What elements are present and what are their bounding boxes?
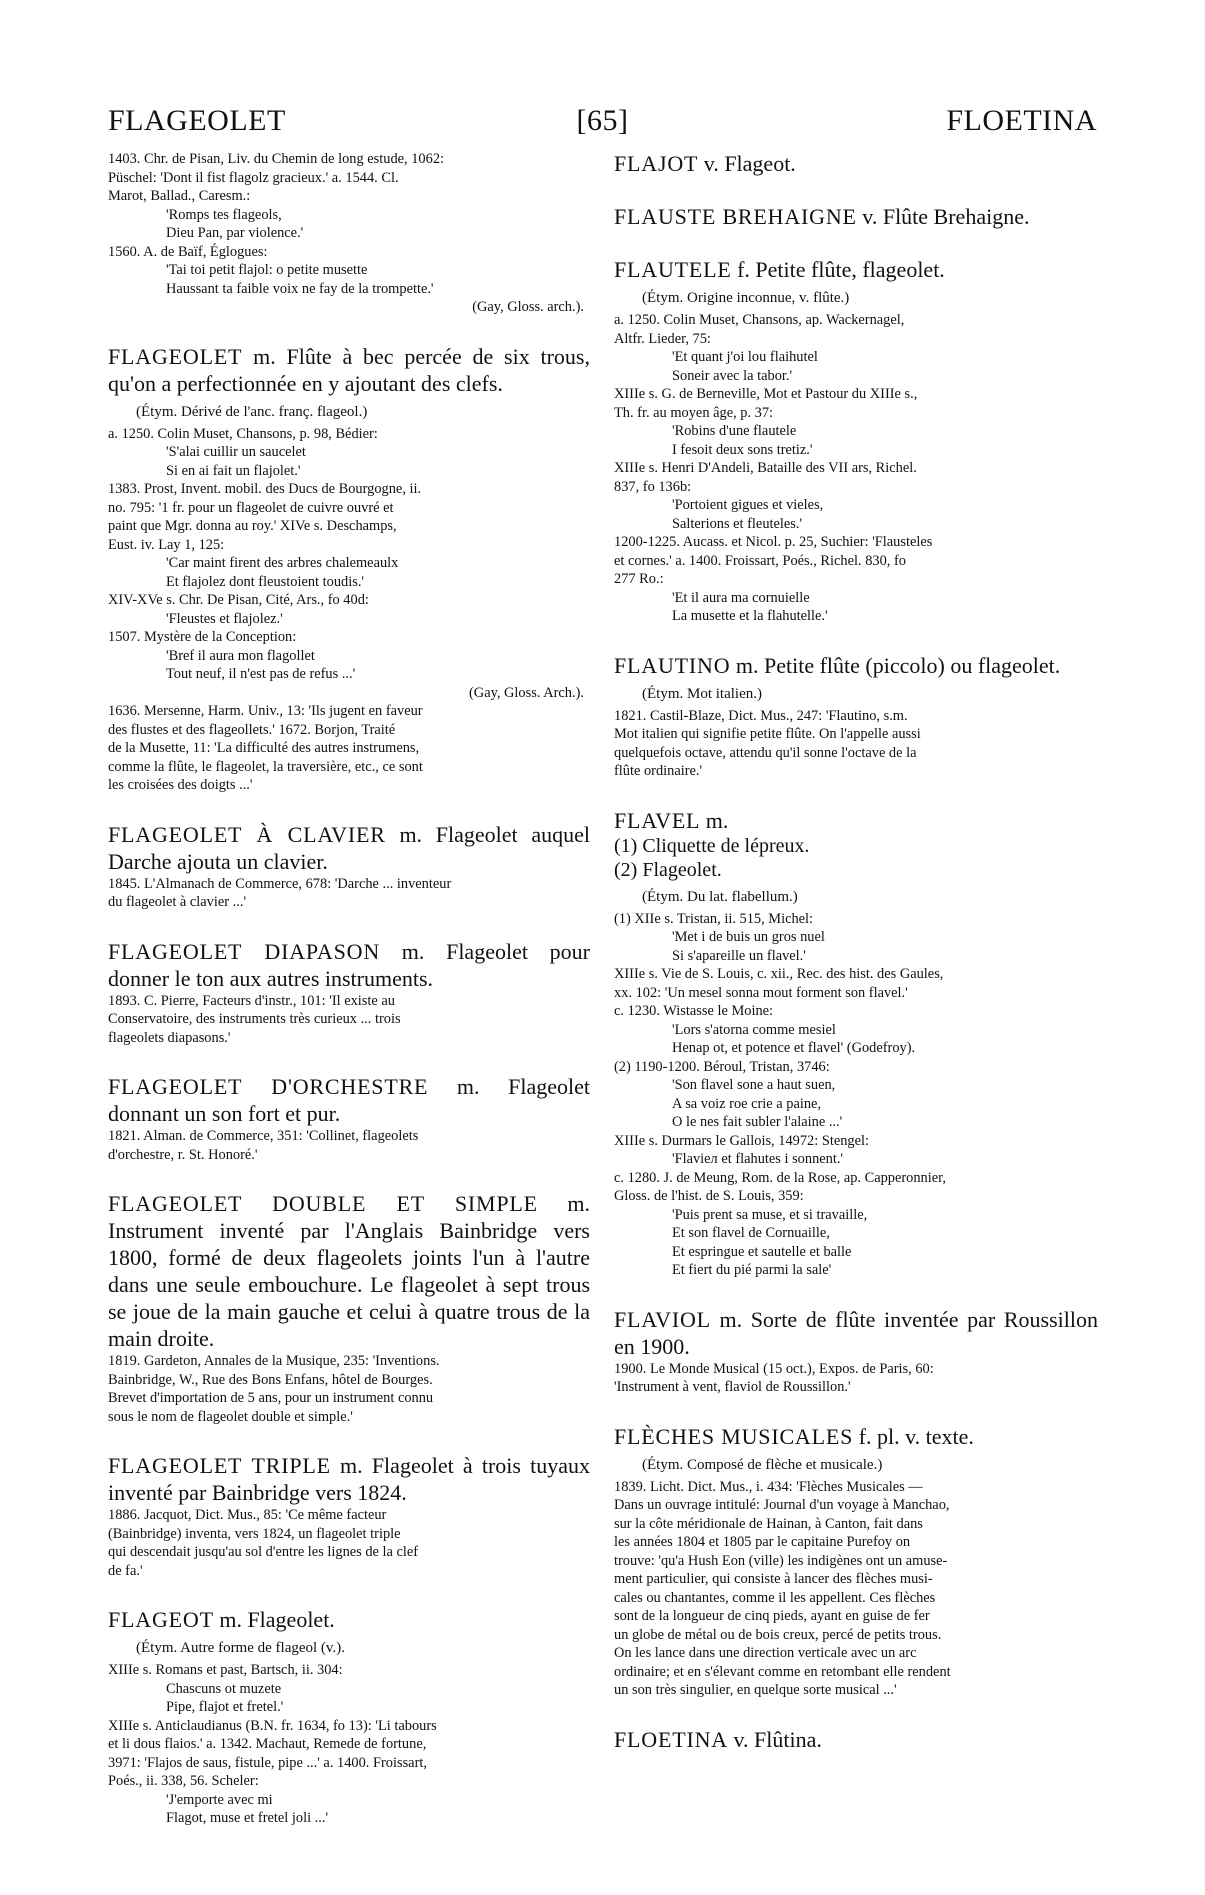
verse-line: Chascuns ot muzete	[166, 1680, 282, 1697]
citation-line: d'orchestre, r. St. Honoré.'	[108, 1146, 258, 1163]
entry-heading	[108, 1190, 590, 1352]
verse-line: Tout neuf, il n'est pas de refus ...'	[166, 666, 356, 682]
verse-line: 'Flavieл et flahutes i sonnent.'	[672, 1151, 844, 1167]
citation-line: un son très singulier, en quelque sorte musical ...'	[614, 1682, 897, 1698]
citation-line: Püschel: 'Dont il fist flagolz gracieux.' a. 1544. Cl.	[108, 169, 399, 186]
verse-line: 'Lors s'atorna comme mesiel	[672, 1021, 836, 1038]
citation-line: Gloss. de l'hist. de S. Louis, 359:	[614, 1188, 804, 1204]
headword: FLAVEL	[614, 807, 701, 833]
citation-line: XIIIe s. Henri D'Andeli, Bataille des VII ars, Richel.	[614, 460, 917, 476]
citation-line: XIIIe s. Anticlaudianus (B.N. fr. 1634, fo 13): 'Li tabours	[108, 1717, 437, 1734]
citation-line: 837, fo 136b:	[614, 478, 692, 495]
verse-line: Si en ai fait un flajolet.'	[166, 462, 301, 479]
definition: f. pl. v. texte.	[853, 1423, 974, 1449]
verse-line: 'Romps tes flageols,	[166, 206, 282, 223]
dictionary-entry	[108, 1073, 590, 1164]
citation-line: 'Instrument à vent, flaviol de Roussillon.'	[614, 1379, 851, 1395]
verse-line: Dieu Pan, par violence.'	[166, 225, 304, 241]
page-number: [65]	[576, 104, 629, 137]
dictionary-entry	[108, 1452, 590, 1580]
citation-line: (Bainbridge) inventa, vers 1824, un flageolet triple	[108, 1525, 401, 1542]
dictionary-entry	[614, 1423, 1098, 1700]
citation-line: 1636. Mersenne, Harm. Univ., 13: 'Ils jugent en faveur	[108, 703, 423, 719]
citation-line: Dans un ouvrage intitulé: Journal d'un voyage à Manchao,	[614, 1497, 950, 1513]
definition: m. Flageolet donnant un son fort et pur.	[108, 1074, 590, 1126]
citation-line: un globe de métal ou de bois creux, percé de petits trous.	[614, 1626, 942, 1643]
definition: m.	[700, 807, 729, 833]
citation-line: comme la flûte, le flageolet, la traversière, etc., ce sont	[108, 758, 423, 775]
verse-line: Soneir avec la tabor.'	[672, 367, 793, 384]
entry-heading	[614, 256, 1098, 283]
citation-line: 1200-1225. Aucass. et Nicol. p. 25, Suchier: 'Flausteles	[614, 534, 933, 550]
citation-line: 1819. Gardeton, Annales de la Musique, 235: 'Inventions.	[108, 1353, 440, 1369]
dictionary-entry	[108, 343, 590, 795]
etymology: (Étym. Origine inconnue, v. flûte.)	[642, 290, 850, 306]
citation-line: Marot, Ballad., Caresm.:	[108, 188, 251, 204]
definition: m. Instrument inventé par l'Anglais Bainbridge vers 1800, formé de deux flageolets joints l'un à l'autre dans une seule embouchure. Le flageolet à sept trous se joue de la main gauche et celui à quatre trous de la main droite.	[108, 1191, 590, 1351]
citation-line: 1560. A. de Baïf, Églogues:	[108, 243, 268, 260]
entry-heading	[108, 1606, 590, 1633]
headword: FLAUTINO	[614, 652, 731, 678]
right-column	[614, 150, 1098, 1779]
citation-line: 1403. Chr. de Pisan, Liv. du Chemin de long estude, 1062:	[108, 151, 445, 167]
citation-line: no. 795: '1 fr. pour un flageolet de cuivre ouvré et	[108, 499, 394, 516]
dictionary-entry	[108, 1606, 590, 1828]
headword: FLAGEOLET DOUBLE ET SIMPLE	[108, 1191, 538, 1216]
verse-line: 'Bref il aura mon flagollet	[166, 647, 315, 664]
citation-line: Eust. iv. Lay 1, 125:	[108, 536, 225, 553]
citation-line: flûte ordinaire.'	[614, 763, 703, 779]
citation-line: 3971: 'Flajos de saus, fistule, pipe ...' a. 1400. Froissart,	[108, 1754, 427, 1771]
citation-line: des flustes et des flageollets.' 1672. Borjon, Traité	[108, 721, 396, 738]
headword: FLAGEOLET TRIPLE	[108, 1453, 331, 1478]
citation-line: XIIIe s. G. de Berneville, Mot et Pastour du XIIIe s.,	[614, 386, 918, 402]
dictionary-entry	[614, 1726, 1098, 1753]
citation-line: sur la côte méridionale de Hainan, à Canton, fait dans	[614, 1515, 923, 1532]
verse-line: 'Puis prent sa muse, et si travaille,	[672, 1206, 868, 1223]
citation-line: XIIIe s. Durmars le Gallois, 14972: Stengel:	[614, 1132, 869, 1149]
entry-heading	[614, 652, 1098, 679]
entry-heading	[108, 938, 590, 992]
entry-heading	[108, 1073, 590, 1127]
verse-line: 'Son flavel sone a haut suen,	[672, 1077, 836, 1093]
definition: m. Sorte de flûte inventée par Roussillon en 1900.	[614, 1306, 1098, 1359]
etymology: (Étym. Du lat. flabellum.)	[642, 888, 798, 905]
citation-line: trouve: 'qu'a Hush Eon (ville) les indigènes ont un amuse-	[614, 1552, 948, 1569]
dictionary-entry	[614, 807, 1098, 1280]
verse-line: 'Fleustes et flajolez.'	[166, 610, 283, 627]
citation-line: (1) XIIe s. Tristan, ii. 515, Michel:	[614, 910, 814, 927]
dictionary-entry	[108, 150, 590, 317]
citation-line: On les lance dans une direction verticale avec un arc	[614, 1645, 917, 1661]
headword: FLAGEOT	[108, 1607, 214, 1632]
headword: FLAVIOL	[614, 1306, 711, 1332]
citation-line: XIV-XVe s. Chr. De Pisan, Cité, Ars., fo 40d:	[108, 592, 369, 608]
citation-line: Th. fr. au moyen âge, p. 37:	[614, 404, 774, 421]
verse-line: O le nes fait subler l'alaine ...'	[672, 1114, 843, 1130]
citation-line: de la Musette, 11: 'La difficulté des autres instrumens,	[108, 740, 420, 756]
citation-line: Brevet d'importation de 5 ans, pour un instrument connu	[108, 1390, 434, 1406]
citation-line: du flageolet à clavier ...'	[108, 894, 247, 910]
etymology: (Étym. Autre forme de flageol (v.).	[136, 1640, 345, 1656]
entry-heading	[614, 1726, 1098, 1753]
citation-line: (2) 1190-1200. Béroul, Tristan, 3746:	[614, 1058, 830, 1075]
verse-line: 'Tai toi petit flajol: o petite musette	[166, 262, 368, 278]
citation-line: XIIIe s. Romans et past, Bartsch, ii. 304:	[108, 1662, 343, 1678]
verse-line: I fesoit deux sons tretiz.'	[672, 441, 813, 458]
citation-line: ment particulier, qui consiste à lancer des flèches musi-	[614, 1571, 933, 1587]
citation-line: les croisées des doigts ...'	[108, 777, 253, 793]
dictionary-entry	[614, 1306, 1098, 1397]
verse-line: 'S'alai cuillir un saucelet	[166, 444, 306, 460]
verse-line: Si s'apareille un flavel.'	[672, 947, 806, 964]
entry-heading	[614, 1423, 1098, 1450]
attribution: (Gay, Gloss. arch.).	[472, 299, 584, 315]
citation-line: XIIIe s. Vie de S. Louis, c. xii., Rec. des hist. des Gaules,	[614, 966, 944, 982]
verse-line: Et son flavel de Cornuaille,	[672, 1225, 830, 1241]
headword: FLOETINA	[614, 1726, 728, 1752]
headword: FLAUSTE BREHAIGNE	[614, 204, 857, 229]
etymology: (Étym. Composé de flèche et musicale.)	[642, 1456, 883, 1473]
citation-line: Poés., ii. 338, 56. Scheler:	[108, 1773, 259, 1789]
verse-line: Salterions et fleuteles.'	[672, 515, 803, 532]
citation-line: ordinaire; et en s'élevant comme en retombant elle rendent	[614, 1663, 951, 1680]
verse-line: Et fiert du pié parmi la sale'	[672, 1262, 832, 1278]
citation-line: sous le nom de flageolet double et simple.'	[108, 1408, 353, 1425]
citation-line: flageolets diapasons.'	[108, 1029, 231, 1046]
citation-line: 1839. Licht. Dict. Mus., i. 434: 'Flèches Musicales —	[614, 1478, 923, 1495]
dictionary-entry	[108, 821, 590, 912]
headword: FLÈCHES MUSICALES	[614, 1423, 854, 1449]
verse-line: 'Car maint firent des arbres chalemeaulx	[166, 555, 399, 571]
dictionary-entry	[108, 938, 590, 1048]
definition: v. Flûte Brehaigne.	[856, 204, 1030, 229]
entry-heading	[108, 821, 590, 875]
citation-line: xx. 102: 'Un mesel sonna mout forment son flavel.'	[614, 984, 908, 1001]
citation-line: Conservatoire, des instruments très curieux ... trois	[108, 1011, 401, 1027]
citation-line: 1507. Mystère de la Conception:	[108, 629, 297, 645]
verse-line: 'Et quant j'oi lou flaihutel	[672, 349, 818, 365]
verse-line: Et flajolez dont fleustoient toudis.'	[166, 573, 365, 590]
verse-line: Pipe, flajot et fretel.'	[166, 1699, 284, 1715]
citation-line: les années 1804 et 1805 par le capitaine Purefoy on	[614, 1534, 911, 1550]
citation-line: et li dous flaios.' a. 1342. Machaut, Remede de fortune,	[108, 1736, 427, 1752]
verse-line: Et espringue et sautelle et balle	[672, 1243, 852, 1260]
dictionary-entry	[614, 203, 1098, 230]
citation-line: qui descendait jusqu'au sol d'entre les lignes de la clef	[108, 1544, 419, 1560]
running-head	[108, 104, 1097, 144]
verse-line: La musette et la flahutelle.'	[672, 608, 828, 624]
citation-line: 277 Ro.:	[614, 571, 664, 587]
citation-line: 1821. Castil-Blaze, Dict. Mus., 247: 'Flautino, s.m.	[614, 707, 908, 724]
headword: FLAGEOLET	[108, 343, 243, 369]
entry-heading	[108, 343, 590, 397]
running-head-right: FLOETINA	[946, 104, 1097, 137]
definition: m. Flageolet pour donner le ton aux autres instruments.	[108, 938, 590, 991]
verse-line: Henap ot, et potence et flavel' (Godefroy).	[672, 1040, 916, 1056]
headword: FLAJOT	[614, 151, 699, 176]
verse-line: 'Robins d'une flautele	[672, 423, 797, 439]
citation-line: de fa.'	[108, 1562, 143, 1579]
citation-line: quelquefois octave, attendu qu'il sonne l'octave de la	[614, 744, 917, 761]
dictionary-entry	[614, 652, 1098, 781]
definition: m. Flageolet auquel Darche ajouta un clavier.	[108, 821, 590, 874]
entry-heading	[108, 1452, 590, 1506]
citation-line: sont de la longueur de cinq pieds, ayant en guise de fer	[614, 1608, 930, 1624]
verse-line: A sa voiz roe crie a paine,	[672, 1095, 822, 1112]
definition: m. Flageolet.	[213, 1607, 335, 1632]
etymology: (Étym. Dérivé de l'anc. franç. flageol.)	[136, 403, 368, 420]
citation-line: 1893. C. Pierre, Facteurs d'instr., 101: 'Il existe au	[108, 992, 395, 1009]
citation-line: c. 1230. Wistasse le Moine:	[614, 1003, 774, 1019]
citation-line: 1845. L'Almanach de Commerce, 678: 'Darche ... inventeur	[108, 875, 452, 892]
definition: v. Flageot.	[698, 151, 796, 176]
citation-line: 1383. Prost, Invent. mobil. des Ducs de Bourgogne, ii.	[108, 481, 422, 497]
citation-line: Altfr. Lieder, 75:	[614, 330, 711, 347]
entry-heading	[614, 807, 1098, 834]
verse-line: 'J'emporte avec mi	[166, 1791, 273, 1808]
sense-line: (1) Cliquette de lépreux.	[614, 834, 810, 857]
verse-line: 'Et il aura ma cornuielle	[672, 589, 810, 606]
verse-line: 'Met i de buis un gros nuel	[672, 929, 825, 945]
dictionary-entry	[108, 1190, 590, 1426]
verse-line: 'Portoient gigues et vieles,	[672, 497, 824, 513]
entry-heading	[614, 1306, 1098, 1360]
citation-line: Bainbridge, W., Rue des Bons Enfans, hôtel de Bourges.	[108, 1371, 433, 1388]
running-head-left: FLAGEOLET	[108, 104, 286, 137]
headword: FLAUTELE	[614, 257, 732, 282]
citation-line: 1821. Alman. de Commerce, 351: 'Collinet, flageolets	[108, 1128, 419, 1144]
citation-line: cales ou chantantes, comme il les appellent. Ces flèches	[614, 1589, 936, 1606]
dictionary-entry	[614, 256, 1098, 626]
definition: v. Flûtina.	[727, 1726, 822, 1752]
entry-heading	[614, 203, 1098, 230]
citation-line: et cornes.' a. 1400. Froissart, Poés., Richel. 830, fo	[614, 552, 906, 569]
etymology: (Étym. Mot italien.)	[642, 685, 762, 702]
verse-line: Flagot, muse et fretel joli ...'	[166, 1810, 329, 1826]
citation-line: 1886. Jacquot, Dict. Mus., 85: 'Ce même facteur	[108, 1507, 387, 1523]
headword: FLAGEOLET À CLAVIER	[108, 821, 386, 847]
citation-line: a. 1250. Colin Muset, Chansons, p. 98, Bédier:	[108, 425, 378, 442]
left-column	[108, 150, 590, 1854]
attribution: (Gay, Gloss. Arch.).	[469, 684, 584, 701]
headword: FLAGEOLET DIAPASON	[108, 938, 381, 964]
verse-line: Haussant ta faible voix ne fay de la trompette.'	[166, 280, 434, 297]
citation-line: c. 1280. J. de Meung, Rom. de la Rose, ap. Capperonnier,	[614, 1169, 946, 1186]
citation-line: 1900. Le Monde Musical (15 oct.), Expos. de Paris, 60:	[614, 1360, 934, 1377]
citation-line: paint que Mgr. donna au roy.' XIVe s. Deschamps,	[108, 518, 397, 534]
definition: m. Petite flûte (piccolo) ou flageolet.	[730, 652, 1061, 678]
headword: FLAGEOLET D'ORCHESTRE	[108, 1074, 429, 1099]
citation-line: Mot italien qui signifie petite flûte. On l'appelle aussi	[614, 726, 921, 742]
sense-line: (2) Flageolet.	[614, 858, 722, 881]
entry-heading	[614, 150, 1098, 177]
definition: m. Flageolet à trois tuyaux inventé par Bainbridge vers 1824.	[108, 1453, 591, 1505]
definition: f. Petite flûte, flageolet.	[731, 257, 945, 282]
dictionary-entry	[614, 150, 1098, 177]
definition: m. Flûte à bec percée de six trous, qu'on a perfectionnée en y ajoutant des clefs.	[108, 343, 590, 396]
citation-line: a. 1250. Colin Muset, Chansons, ap. Wackernagel,	[614, 312, 905, 328]
